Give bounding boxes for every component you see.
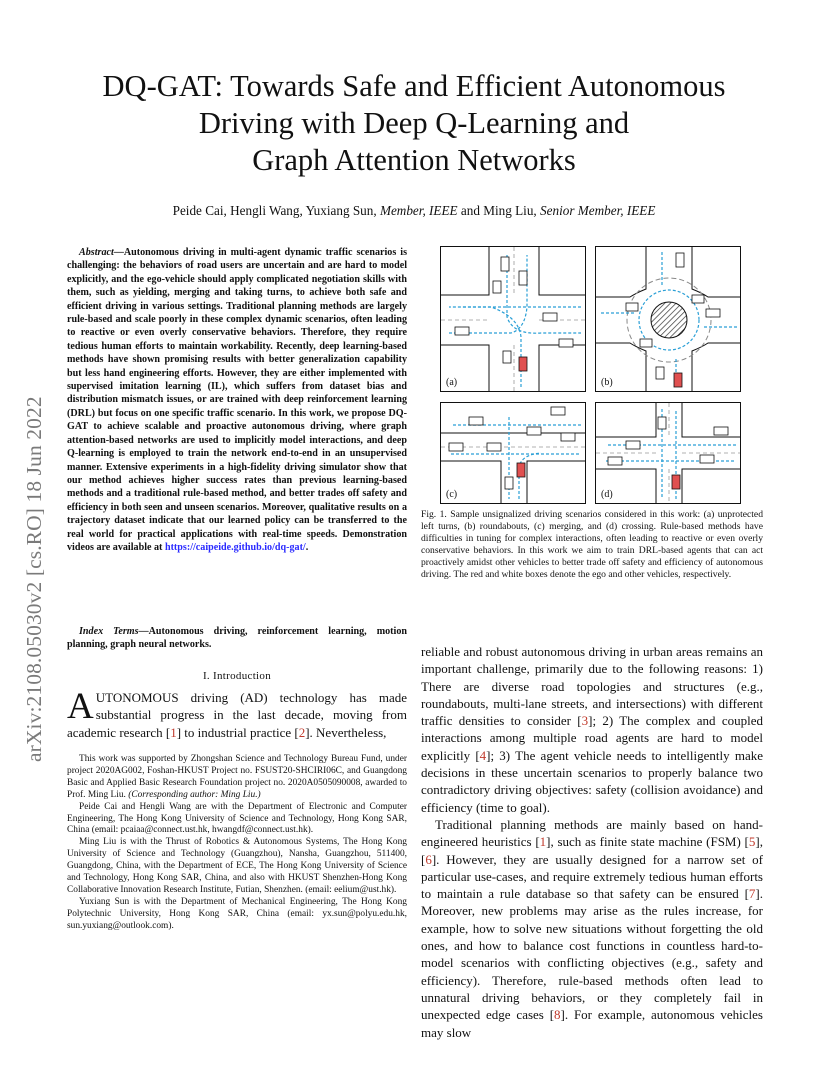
citation-link[interactable]: 4 bbox=[479, 747, 487, 763]
citation-link[interactable]: 5 bbox=[748, 834, 756, 850]
index-terms-label: Index Terms bbox=[79, 626, 139, 637]
paragraph: reliable and robust autonomous driving in urban areas remains an important challenge, primarily due to the following reasons: 1) There are diverse road topologies and structures (e.g., roundabouts, multi-lane streets, and intersections) with different traffic densities to consider [3]; 2) The complex and coupled interactions among multiple road agents are hard to model explicitly [4]; 3) The agent vehicle needs to intelligently make decisions in these uncertain scenarios to properly balance two contradictory driving objectives: safety (collision avoidance) and efficiency (time to goal). bbox=[421, 644, 763, 815]
index-terms-text: —Autonomous driving, reinforcement learning, motion planning, graph neural networks. bbox=[67, 626, 407, 651]
abstract-text: —Autonomous driving in multi-agent dynamic traffic scenarios is challenging: the behaviors of road users are uncertain and are hard to model explicitly, and the ego-vehicle should apply complicated negotiation skills with them, such as yielding, merging and taking turns, to achieve both safe and efficient driving in various settings. Traditional planning methods are largely rule-based and scale poorly in these complex dynamic scenarios, often leading to reactive or even overly conservative behaviors. Therefore, they require tedious human efforts to maintain workability. Recently, deep learning-based methods have shown promising results with better generalization capability but less hand engineering efforts. However, they are either implemented with supervised imitation learning (IL), which suffers from dataset bias and distribution mismatch issues, or are trained with deep reinforcement learning (DRL) but focus on one specific traffic scenario. In this work, we propose DQ-GAT to achieve scalable and proactive autonomous driving, where graph attention-based networks are used to implicitly model interactions, and deep Q-learning is employed to train the network end-to-end in an unsupervised manner. Extensive experiments in a high-fidelity driving simulator show that our method achieves higher success rates than previous learning-based methods and a traditional rule-based method, and better trades off safety and efficiency in both seen and unseen scenarios. Moreover, qualitative results on a trajectory dataset indicate that our learned policy can be transferred to the real world for practical applications with real-time speeds. Demonstration videos are available at bbox=[67, 247, 407, 553]
footnote: Ming Liu is with the Thrust of Robotics & Autonomous Systems, The Hong Kong University of Science and Technology (Guangzhou), Nansha, Guangzhou, 511400, Guangdong, China, with the Department of ECE, The Hong Kong University of Science and Technology, Hong Kong SAR, China, and also with HKUST Shenzhen-Hong Kong Collaborative Innovation Research Institute, Futian, Shenzhen. (email: eelium@ust.hk). bbox=[67, 837, 407, 895]
citation-link[interactable]: 7 bbox=[748, 886, 756, 902]
author-affil: Senior Member, IEEE bbox=[540, 203, 656, 218]
footnote: Yuxiang Sun is with the Department of Mechanical Engineering, The Hong Kong Polytechnic University, Hong Kong SAR, China (email: yx.sun@polyu.edu.hk, sun.yuxiang@outlook.com). bbox=[67, 896, 407, 931]
abstract-label: Abstract bbox=[79, 247, 114, 258]
footnote: This work was supported by Zhongshan Science and Technology Bureau Fund, under project 2020AG002, Foshan-HKUST Project no. FSUST20-SHCIRI06C, and Guangdong Basic and Applied Basic Research Foundation project no. 2020A0505090008, awarded to Prof. Ming Liu. (Corresponding author: Ming Liu.) bbox=[67, 754, 407, 800]
citation-link[interactable]: 1 bbox=[170, 724, 177, 740]
arxiv-stamp: arXiv:2108.05030v2 [cs.RO] 18 Jun 2022 bbox=[22, 396, 46, 762]
right-column-text bbox=[421, 643, 763, 1041]
citation-link[interactable]: 6 bbox=[425, 851, 432, 867]
panel-a-left-turn bbox=[440, 246, 586, 392]
author-names: and Ming Liu, bbox=[457, 203, 541, 218]
panel-c-merging bbox=[440, 402, 586, 504]
section-heading: I. Introduction bbox=[202, 670, 272, 682]
figure-caption: Fig. 1. Sample unsignalized driving scenarios considered in this work: (a) unprotected left turns, (b) roundabouts, (c) merging, and (d) crossing. Rule-based methods have difficulties in tuning for complex interactions, often leading to reactive or even overly conservative behaviors. In this work we aim to train DRL-based agents that can act proactively amidst other vehicles to better trade off safety and efficiency of autonomous driving. The red and white boxes denote the ego and other vehicles, respectively. bbox=[421, 509, 763, 581]
title-line: DQ-GAT: Towards Safe and Efficient Autonomous bbox=[102, 69, 726, 103]
crossing-diagram bbox=[596, 403, 741, 504]
citation-link[interactable]: 8 bbox=[554, 1007, 561, 1023]
panel-label: (b) bbox=[601, 377, 613, 388]
panel-label: (c) bbox=[446, 489, 458, 500]
panel-d-crossing bbox=[595, 402, 741, 504]
author-affil: Member, IEEE bbox=[379, 203, 458, 218]
intersection-diagram bbox=[441, 247, 586, 392]
footnotes bbox=[67, 754, 407, 933]
citation-link[interactable]: 1 bbox=[539, 834, 547, 850]
roundabout-diagram bbox=[596, 247, 741, 392]
citation-link[interactable]: 3 bbox=[581, 713, 589, 729]
index-terms bbox=[67, 625, 407, 652]
footnote: Peide Cai and Hengli Wang are with the Department of Electronic and Computer Engineering, The Hong Kong University of Science and Technology, Hong Kong SAR, China (email: pcaiaa@connect.ust.hk, hwangdf@connect.ust.hk). bbox=[67, 801, 407, 836]
panel-label: (a) bbox=[446, 377, 458, 388]
merging-diagram bbox=[441, 403, 586, 504]
paragraph: Traditional planning methods are mainly based on hand-engineered heuristics [1], such as finite state machine (FSM) [5], [6]. However, they are usually designed for a narrow set of particular use-cases, and require extremely tedious human efforts to maintain a rule database so that safety can be ensured [7]. Moreover, new problems may arise as the rules increase, for example, how to solve new situations without forgetting the old ones, and how to balance cost functions in countless hard-to-model scenarios with conflicting objectives (e.g., safety and efficiency). Therefore, rule-based methods often lead to unnatural driving behaviors, or they completely fail in unexpected edge cases [8]. For example, autonomous vehicles may slow bbox=[421, 816, 763, 1040]
citation-link[interactable]: 2 bbox=[298, 724, 306, 740]
author-names: Peide Cai, Hengli Wang, Yuxiang Sun, bbox=[172, 203, 380, 218]
abstract: Abstract—Autonomous driving in multi-agent dynamic traffic scenarios is challenging: the behaviors of road users are uncertain and are hard to model explicitly, and the ego-vehicle should apply complicated negotiation skills with them, such as yielding, merging and taking turns, to achieve both safe and efficient driving in various settings. Traditional planning methods are largely rule-based and scale poorly in these complex dynamic scenarios, often leading to reactive or even overly conservative behaviors. Therefore, they require tedious human efforts to maintain workability. Recently, deep learning-based methods have shown promising results with better generalization capability but less hand engineering efforts. However, they are either implemented with supervised imitation learning (IL), which suffers from dataset bias and distribution mismatch issues, or are trained with deep reinforcement learning (DRL) but focus on one specific traffic scenario. In this work, we propose DQ-GAT to achieve scalable and proactive autonomous driving, where graph attention-based networks are used to implicitly model interactions, and deep Q-learning is employed to train the network end-to-end in an unsupervised manner. Extensive experiments in a high-fidelity driving simulator show that our method achieves higher success rates than previous learning-based methods and a traditional rule-based method, and better trades off safety and efficiency in both seen and unseen scenarios. Moreover, qualitative results on a trajectory dataset indicate that our learned policy can be transferred to the real world for practical applications with real-time speeds. Demonstration videos are available at https://caipeide.github.io/dq-gat/. bbox=[67, 247, 407, 553]
panel-label: (d) bbox=[601, 489, 613, 500]
intro-paragraph: AUTONOMOUS driving (AD) technology has made substantial progress in the last decade, moving from academic research [1] to industrial practice [2]. Nevertheless, bbox=[67, 686, 407, 740]
panel-b-roundabout bbox=[595, 246, 741, 392]
author-line bbox=[60, 203, 768, 219]
drop-cap: A bbox=[67, 686, 94, 727]
title-line: Graph Attention Networks bbox=[252, 143, 576, 177]
demo-link[interactable]: https://caipeide.github.io/dq-gat/ bbox=[164, 541, 306, 553]
figure-1 bbox=[440, 246, 745, 502]
title-line: Driving with Deep Q-Learning and bbox=[198, 106, 630, 140]
paper-title bbox=[60, 68, 768, 179]
